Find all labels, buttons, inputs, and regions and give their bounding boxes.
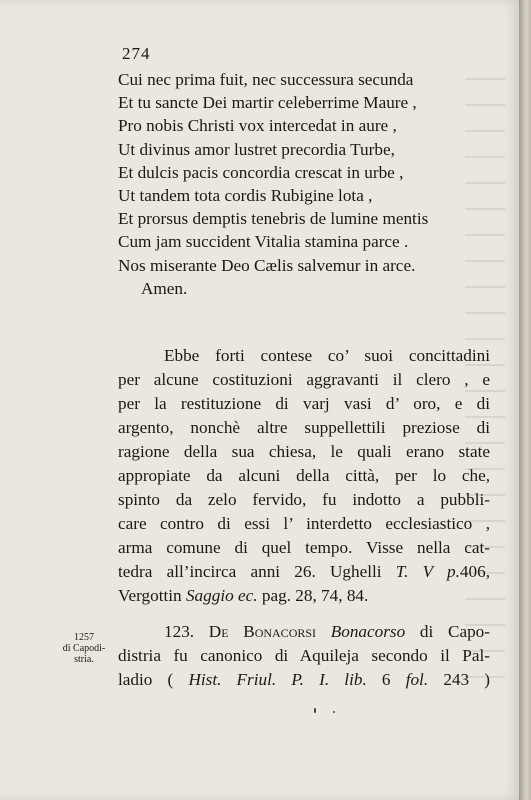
entry-text: di Capo- bbox=[419, 622, 490, 641]
entry-number: 123. bbox=[164, 622, 195, 641]
ink-speck bbox=[314, 708, 316, 713]
author-name: Vergottin bbox=[118, 586, 182, 605]
entry-given-name: Bonacorso bbox=[330, 622, 406, 641]
entry-surname: De Bonacorsi bbox=[208, 622, 317, 641]
entry-line bbox=[118, 668, 490, 692]
citation-title: Hist. Friul. P. I. lib. bbox=[188, 670, 367, 689]
prose-line: per la restituzione di varj vasi d’ oro, e di bbox=[118, 394, 490, 413]
prose-paragraph bbox=[118, 344, 490, 608]
ughelli-volume-ref: T. V p. bbox=[395, 562, 460, 581]
verse-line: Et prorsus demptis tenebris de lumine mentis bbox=[118, 209, 429, 229]
amen-line: Amen. bbox=[141, 278, 188, 298]
page-references: pag. 28, 74, 84. bbox=[261, 586, 369, 605]
verse-line: Cui nec prima fuit, nec successura secunda bbox=[118, 70, 414, 89]
citation-number: 6 bbox=[381, 670, 391, 689]
prose-line: argento, nonchè altre suppellettili preziose di bbox=[118, 418, 490, 437]
prose-line: care contro di essi l’ interdetto ecclesiastico , bbox=[118, 514, 490, 533]
entry-text: ladio ( bbox=[118, 670, 174, 689]
verse-line: Et dulcis pacis concordia crescat in urbe , bbox=[118, 162, 404, 182]
prose-line: spinto da zelo fervido, fu indotto a pubbli- bbox=[118, 490, 490, 509]
margin-note bbox=[54, 632, 114, 665]
verse-block bbox=[118, 68, 498, 300]
margin-year: 1257 bbox=[74, 632, 94, 643]
citation-page: 243 ) bbox=[443, 670, 490, 689]
prose-line: arma comune di quel tempo. Visse nella cat- bbox=[118, 538, 490, 557]
margin-place-1: di Capodi- bbox=[62, 643, 106, 654]
prose-text: tedra all’incirca anni 26. Ughelli bbox=[118, 562, 382, 581]
page-number: 274 bbox=[122, 44, 151, 63]
work-title: Saggio ec. bbox=[185, 586, 258, 605]
entry-line: distria fu canonico di Aquileja secondo il Pal- bbox=[118, 646, 490, 665]
entry-heading-line bbox=[118, 620, 490, 644]
ughelli-page: 406, bbox=[459, 562, 490, 581]
page-spine-edge bbox=[519, 0, 531, 800]
prose-line: ragione della sua chiesa, le quali erano state bbox=[118, 442, 490, 461]
ink-speck bbox=[333, 711, 335, 713]
verse-line: Et tu sancte Dei martir celeberrime Maure , bbox=[118, 93, 417, 113]
verse-line: Cum jam succident Vitalia stamina parce . bbox=[118, 232, 409, 252]
margin-place-2: stria. bbox=[74, 654, 94, 665]
citation-fol: fol. bbox=[405, 670, 429, 689]
verse-line: Pro nobis Christi vox intercedat in aure , bbox=[118, 116, 397, 136]
verse-line: Ut tandem tota cordis Rubigine lota , bbox=[118, 186, 373, 206]
verse-line: Nos miserante Deo Cælis salvemur in arce. bbox=[118, 255, 416, 275]
verse-line: Ut divinus amor lustret precordia Turbe, bbox=[118, 139, 395, 159]
prose-line: appropiate da alcuni della città, per lo che, bbox=[118, 466, 490, 485]
prose-line bbox=[118, 584, 490, 608]
prose-line: per alcune costituzioni aggravanti il clero , e bbox=[118, 370, 490, 389]
prose-line bbox=[118, 560, 490, 584]
prose-line: Ebbe forti contese co’ suoi concittadini bbox=[164, 346, 490, 365]
biography-entry bbox=[118, 620, 490, 692]
